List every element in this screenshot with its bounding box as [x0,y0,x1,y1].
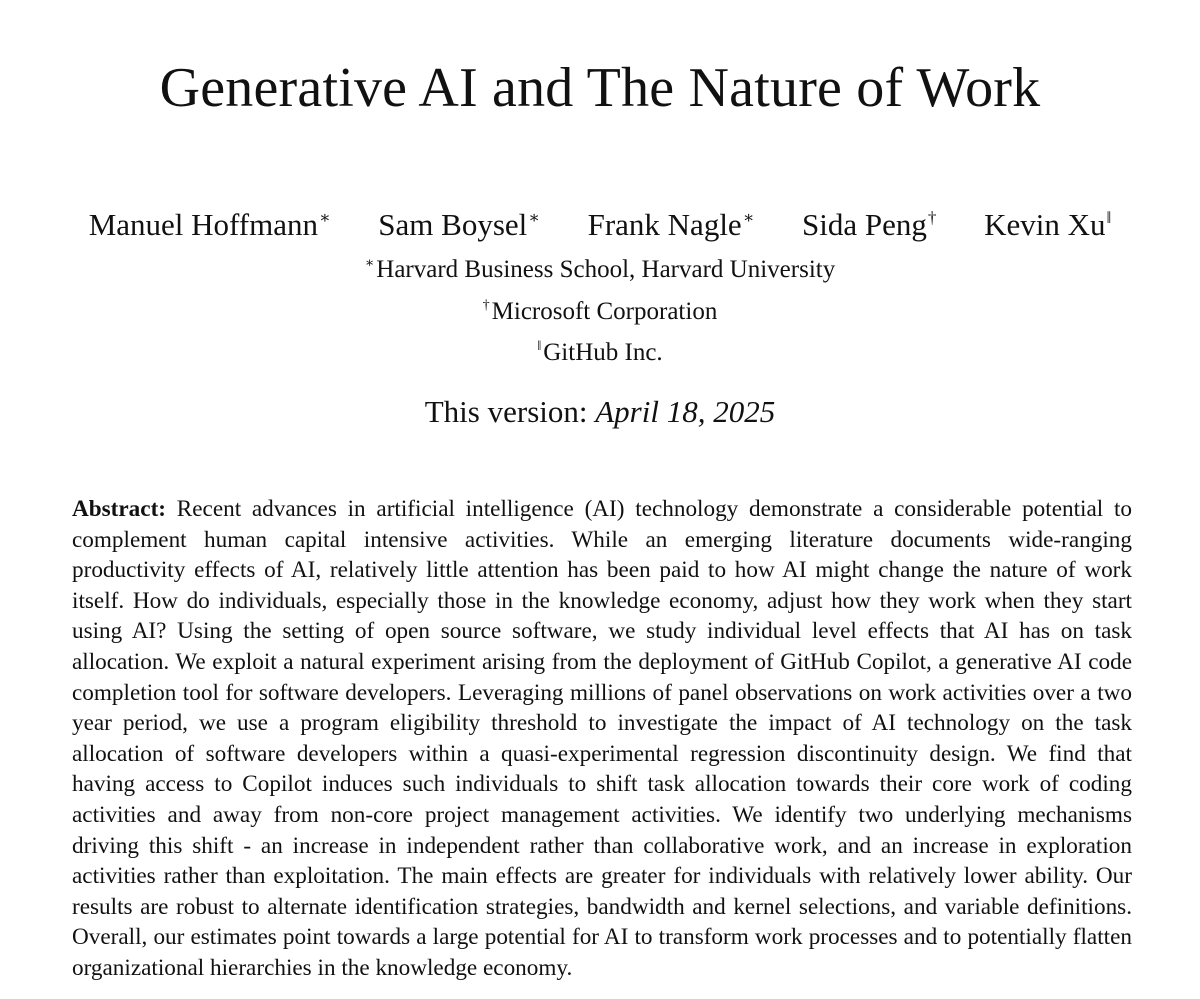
version-label: This version: [424,394,596,429]
author-name: Manuel Hoffmann [88,207,318,242]
paper-title: Generative AI and The Nature of Work [159,57,1041,119]
author [89,203,331,247]
affiliation-mark: ‖ [537,339,542,354]
author-mark: ‖ [1106,208,1112,227]
affiliation-harvard [0,253,1200,287]
author-name: Sam Boysel [378,207,528,242]
author [378,203,540,247]
author-mark: ∗ [742,208,755,227]
affiliation-github [0,336,1200,370]
affiliation-text: Harvard Business School, Harvard University [376,256,836,283]
abstract [72,494,1132,984]
abstract-label: Abstract: [72,496,167,522]
author-list [0,203,1200,247]
author-mark: † [927,208,937,227]
version-date: April 18, 2025 [595,394,776,429]
author [984,203,1111,247]
author [802,203,936,247]
author-name: Frank Nagle [587,207,742,242]
author-mark: ∗ [318,208,331,227]
affiliation-mark: ∗ [364,256,375,271]
affiliation-text: GitHub Inc. [543,339,663,366]
version-line [0,390,1200,434]
author [588,203,755,247]
affiliation-text: Microsoft Corporation [491,298,718,325]
affiliation-mark: † [482,298,490,313]
abstract-text: Recent advances in artificial intelligence (AI) technology demonstrate a considerable potential to complement human capital intensive activities. While an emerging literature documents wide-ranging productivity effects of AI, relatively little attention has been paid to how AI might change the nature of work itself. How do individuals, especially those in the knowledge economy, adjust how they work when they start using AI? Using the setting of open source software, we study individual level effects that AI has on task allocation. We exploit a natural experiment arising from the deployment of GitHub Copilot, a generative AI code completion tool for software developers. Leveraging millions of panel observations on work activities over a two year period, we use a program eligibility threshold to investigate the impact of AI technology on the task allocation of software developers within a quasi-experimental regression discontinuity design. We find that having access to Copilot induces such individuals to shift task allocation towards their core work of coding activities and away from non-core project management activities. We identify two underlying mechanisms driving this shift - an increase in independent rather than collaborative work, and an increase in exploration activities rather than exploitation. The main effects are greater for individuals with relatively lower ability. Our results are robust to alternate identification strategies, bandwidth and kernel selections, and variable definitions. Overall, our estimates point towards a large potential for AI to transform work processes and to potentially flatten organizational hierarchies in the knowledge economy. [72,496,1132,981]
author-name: Sida Peng [802,207,927,242]
author-mark: ∗ [528,208,540,227]
author-name: Kevin Xu [984,207,1106,242]
affiliation-microsoft [0,295,1200,329]
